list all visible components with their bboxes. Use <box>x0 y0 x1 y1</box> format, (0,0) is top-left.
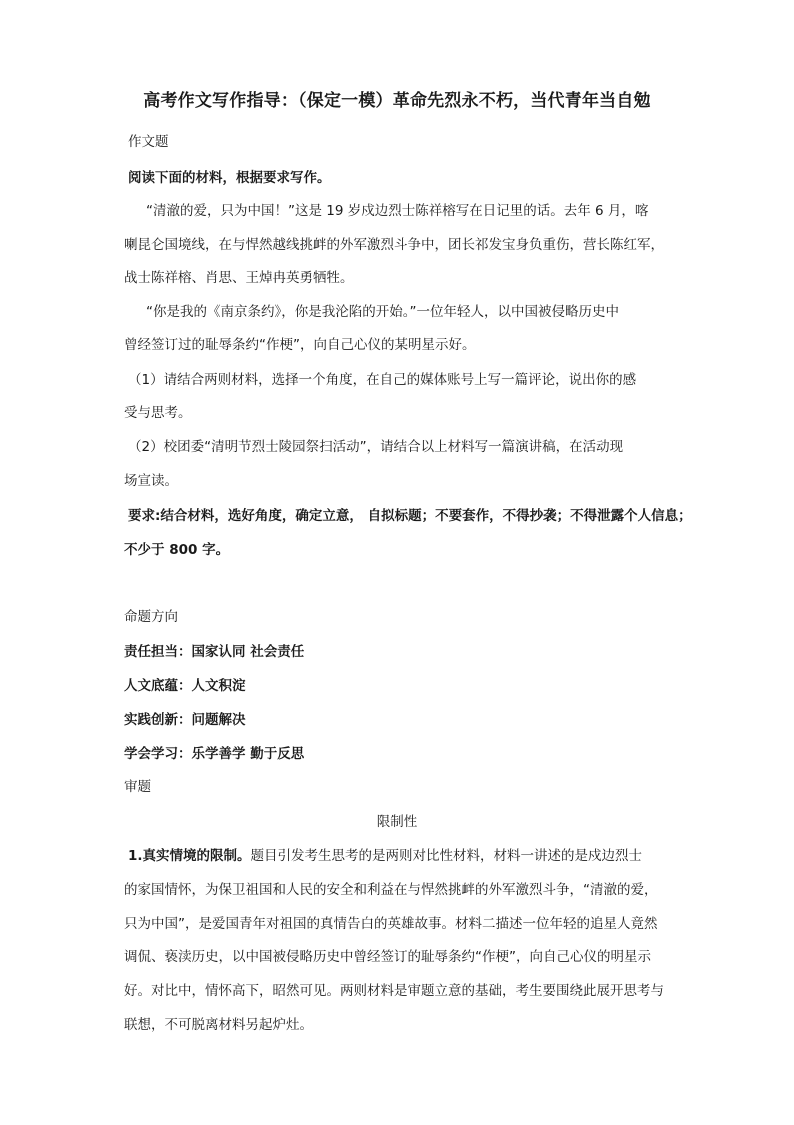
analysis-first-line <box>128 846 642 866</box>
requirements-line: 要求:结合材料，选好角度，确定立意， 自拟标题；不要套作，不得抄袭；不得泄露个人信息； <box>128 508 692 524</box>
analysis-line: 只为中国”，是爱国青年对祖国的真情告白的英雄故事。材料二描述一位年轻的追星人竟然 <box>124 916 658 932</box>
direction-item: 实践创新：问题解决 <box>124 712 246 728</box>
direction-heading: 命题方向 <box>124 609 178 625</box>
essay-prompt-heading: 作文题 <box>128 134 169 150</box>
task2-line: 场宣读。 <box>124 473 178 489</box>
direction-item: 责任担当：国家认同 社会责任 <box>124 644 305 660</box>
material1-line: 喇昆仑国境线，在与悍然越线挑衅的外军激烈斗争中，团长祁发宝身负重伤，营长陈红军， <box>124 237 664 253</box>
material2-line: “你是我的《南京条约》，你是我沦陷的开始。”一位年轻人，以中国被侵略历史中 <box>146 304 619 320</box>
material2-line: 曾经签订过的耻辱条约“作梗”，向自己心仪的某明星示好。 <box>124 337 476 353</box>
material1-line: “清澈的爱，只为中国！”这是 19 岁戍边烈士陈祥榕写在日记里的话。去年 6 月，喀 <box>146 203 649 219</box>
analysis-line: 调侃、亵渎历史，以中国被侵略历史中曾经签订的耻辱条约“作梗”，向自己心仪的明星示 <box>124 949 651 965</box>
requirements-line: 不少于 800 字。 <box>124 542 230 558</box>
task1-line: （1）请结合两则材料，选择一个角度，在自己的媒体账号上写一篇评论，说出你的感 <box>128 372 637 388</box>
restriction-heading: 限制性 <box>376 814 418 830</box>
direction-item: 学会学习：乐学善学 勤于反思 <box>124 746 305 762</box>
instruction-text: 阅读下面的材料，根据要求写作。 <box>128 170 331 186</box>
direction-item: 人文底蕴：人文积淀 <box>124 678 246 694</box>
review-heading: 审题 <box>124 779 151 795</box>
analysis-text: 题目引发考生思考的是两则对比性材料，材料一讲述的是戍边烈士 <box>250 848 643 864</box>
analysis-line: 的家国情怀，为保卫祖国和人民的安全和利益在与悍然挑衅的外军激烈斗争，“清澈的爱， <box>124 882 658 898</box>
material1-line: 战士陈祥榕、肖思、王焯冉英勇牺牲。 <box>124 270 354 286</box>
task2-line: （2）校团委“清明节烈士陵园祭扫活动”，请结合以上材料写一篇演讲稿，在活动现 <box>128 439 624 455</box>
task1-line: 受与思考。 <box>124 405 192 421</box>
analysis-line: 联想，不可脱离材料另起炉灶。 <box>124 1017 313 1033</box>
document-title: 高考作文写作指导：（保定一模）革命先烈永不朽，当代青年当自勉 <box>143 91 651 111</box>
analysis-line: 好。对比中，情怀高下，昭然可见。两则材料是审题立意的基础，考生要围绕此展开思考与 <box>124 983 664 999</box>
analysis-lead: 1.真实情境的限制。 <box>128 848 251 864</box>
